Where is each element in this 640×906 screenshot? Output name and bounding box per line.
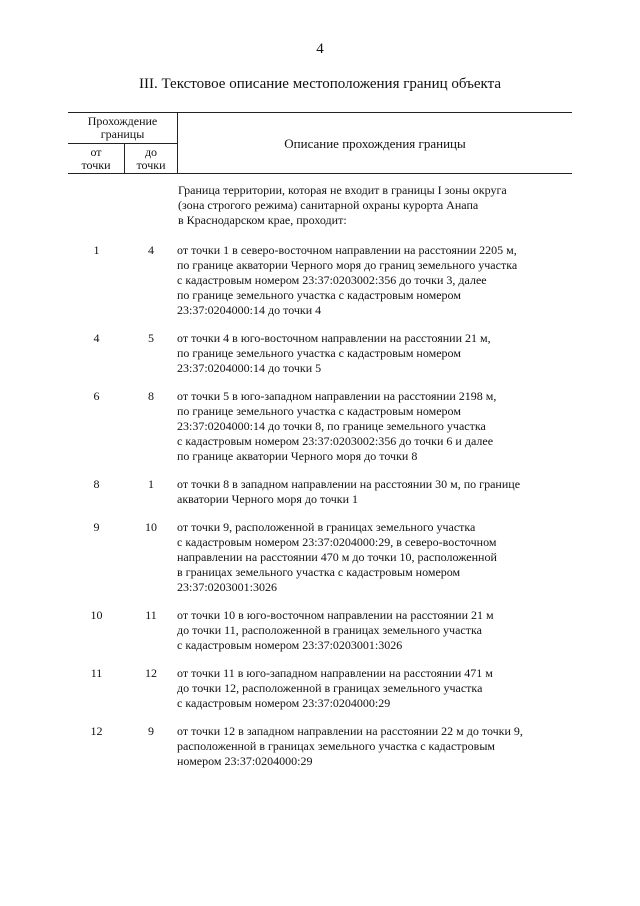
segment-description: от точки 4 в юго-восточном направлении на расстоянии 21 м, по границе земельного участка с кадастровым номером 23:37:0204000:14 до точки 5 <box>177 331 491 375</box>
segment-description: от точки 1 в северо-восточном направлении на расстоянии 2205 м, по границе акватории Черного моря до границ земельного участка с кадастровым номером 23:37:0203002:356 до точки 3, далее по границе земельного участка с кадастровым номером 23:37:0204000:14 до точки 4 <box>177 243 518 317</box>
boundary-table-header <box>68 112 572 174</box>
to-point: 12 <box>145 666 157 680</box>
from-point: 8 <box>93 477 100 491</box>
segment-description: от точки 8 в западном направлении на расстоянии 30 м, по границе акватории Черного моря до точки 1 <box>177 477 521 506</box>
table-row <box>68 389 588 464</box>
to-point: 1 <box>148 477 154 491</box>
page-number: 4 <box>316 41 324 57</box>
intro-paragraph: Граница территории, которая не входит в границы I зоны округа (зона строгого режима) санитарной охраны курорта Анапа в Краснодарском крае, проходит: <box>178 183 507 227</box>
from-point: 11 <box>90 666 103 680</box>
segment-description: от точки 9, расположенной в границах земельного участка с кадастровым номером 23:37:0204000:29, в северо-восточном направлении на расстоянии 470 м до точки 10, расположенной в границах земельного участка с кадастровым номером 23:37:0203001:3026 <box>177 520 497 594</box>
table-row <box>68 666 588 711</box>
to-point: 9 <box>148 724 154 738</box>
boundary-rows <box>68 243 588 782</box>
table-row <box>68 243 588 318</box>
from-point: 12 <box>90 724 103 738</box>
from-point: 9 <box>93 520 100 534</box>
to-point: 8 <box>148 389 154 403</box>
table-row <box>68 520 588 595</box>
from-point: 6 <box>93 389 100 403</box>
segment-description: от точки 11 в юго-западном направлении на расстоянии 471 м до точки 12, расположенной в границах земельного участка с кадастровым номером 23:37:0204000:29 <box>177 666 493 710</box>
table-row <box>68 724 588 769</box>
segment-description: от точки 10 в юго-восточном направлении на расстоянии 21 м до точки 11, расположенной в границах земельного участка с кадастровым номером 23:37:0203001:3026 <box>177 608 494 652</box>
segment-description: от точки 12 в западном направлении на расстоянии 22 м до точки 9, расположенной в границах земельного участка с кадастровым номером 23:37:0204000:29 <box>177 724 523 768</box>
header-from-point: от точки <box>68 144 125 174</box>
to-point: 4 <box>148 243 154 257</box>
to-point: 11 <box>145 608 157 622</box>
from-point: 10 <box>90 608 103 622</box>
to-point: 5 <box>148 331 154 345</box>
table-row <box>68 477 588 507</box>
table-row <box>68 331 588 376</box>
header-boundary-passage: Прохождение границы <box>68 113 178 144</box>
table-row <box>68 608 588 653</box>
header-to-point: до точки <box>125 144 178 174</box>
section-title: III. Текстовое описание местоположения границ объекта <box>138 76 502 92</box>
from-point: 1 <box>93 243 100 257</box>
segment-description: от точки 5 в юго-западном направлении на расстоянии 2198 м, по границе земельного участка с кадастровым номером 23:37:0204000:14 до точки 8, по границе земельного участка с кадастровым номером 23:37:0203002:356 до точки 6 и далее по границе акватории Черного моря до точки 8 <box>177 389 497 463</box>
header-description: Описание прохождения границы <box>178 113 573 174</box>
to-point: 10 <box>145 520 157 534</box>
from-point: 4 <box>93 331 100 345</box>
